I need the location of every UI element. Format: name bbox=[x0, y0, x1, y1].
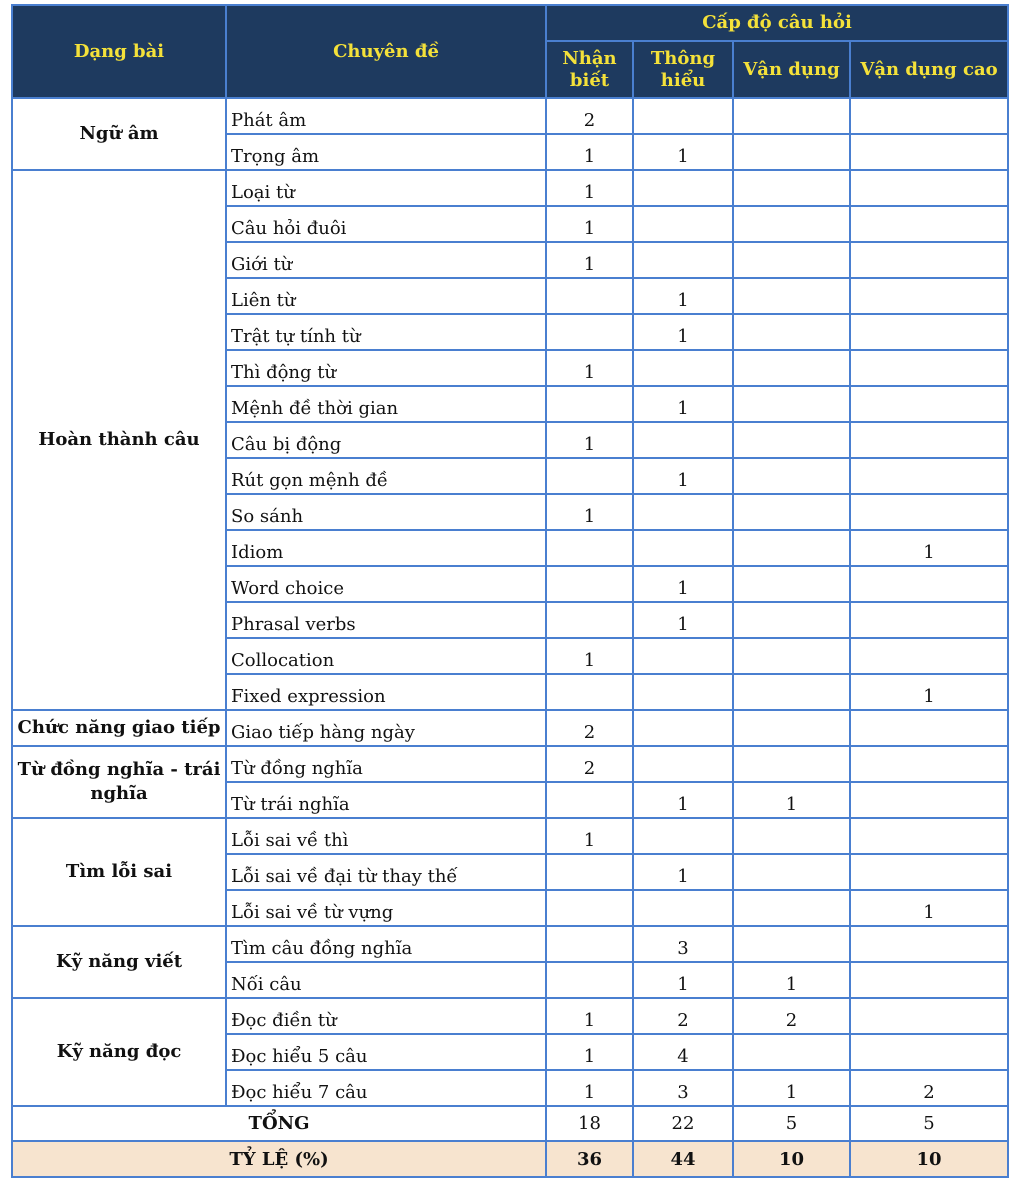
count-cell: 2 bbox=[850, 1070, 1008, 1106]
topic-cell: Mệnh đề thời gian bbox=[226, 386, 546, 422]
count-cell bbox=[546, 530, 633, 566]
count-cell: 1 bbox=[546, 1034, 633, 1070]
question-type-cell: Kỹ năng đọc bbox=[12, 998, 226, 1106]
count-cell bbox=[850, 494, 1008, 530]
count-cell bbox=[733, 566, 850, 602]
count-cell bbox=[850, 710, 1008, 746]
count-cell bbox=[850, 386, 1008, 422]
count-cell: 2 bbox=[733, 998, 850, 1034]
count-cell bbox=[733, 134, 850, 170]
topic-cell: Trọng âm bbox=[226, 134, 546, 170]
topic-cell: Lỗi sai về từ vựng bbox=[226, 890, 546, 926]
header-level-advanced-application: Vận dụng cao bbox=[850, 41, 1008, 98]
count-cell: 1 bbox=[633, 962, 733, 998]
topic-cell: Loại từ bbox=[226, 170, 546, 206]
topic-cell: Rút gọn mệnh đề bbox=[226, 458, 546, 494]
count-cell bbox=[546, 566, 633, 602]
count-cell bbox=[850, 98, 1008, 134]
topic-cell: So sánh bbox=[226, 494, 546, 530]
topic-cell: Giao tiếp hàng ngày bbox=[226, 710, 546, 746]
count-cell bbox=[850, 206, 1008, 242]
count-cell: 1 bbox=[633, 458, 733, 494]
header-question-type: Dạng bài bbox=[12, 5, 226, 98]
count-cell bbox=[546, 926, 633, 962]
count-cell: 1 bbox=[850, 530, 1008, 566]
count-cell: 1 bbox=[633, 278, 733, 314]
count-cell bbox=[850, 134, 1008, 170]
count-cell bbox=[546, 386, 633, 422]
topic-cell: Idiom bbox=[226, 530, 546, 566]
ratio-row bbox=[12, 1141, 1008, 1177]
count-cell: 1 bbox=[546, 494, 633, 530]
count-cell: 1 bbox=[546, 350, 633, 386]
total-row-value: 5 bbox=[850, 1106, 1008, 1141]
topic-cell: Word choice bbox=[226, 566, 546, 602]
count-cell bbox=[633, 98, 733, 134]
question-type-cell: Chức năng giao tiếp bbox=[12, 710, 226, 746]
count-cell bbox=[633, 710, 733, 746]
count-cell bbox=[733, 710, 850, 746]
count-cell bbox=[850, 998, 1008, 1034]
ratio-row-value: 10 bbox=[850, 1141, 1008, 1177]
ratio-row-value: 36 bbox=[546, 1141, 633, 1177]
total-row-label: TỔNG bbox=[12, 1106, 546, 1141]
topic-cell: Fixed expression bbox=[226, 674, 546, 710]
count-cell bbox=[733, 890, 850, 926]
count-cell bbox=[546, 674, 633, 710]
topic-cell: Đọc điền từ bbox=[226, 998, 546, 1034]
topic-cell: Phrasal verbs bbox=[226, 602, 546, 638]
table-header bbox=[12, 5, 1008, 98]
ratio-row-value: 44 bbox=[633, 1141, 733, 1177]
count-cell: 1 bbox=[850, 674, 1008, 710]
count-cell bbox=[633, 206, 733, 242]
topic-cell: Trật tự tính từ bbox=[226, 314, 546, 350]
count-cell: 1 bbox=[633, 566, 733, 602]
count-cell bbox=[733, 674, 850, 710]
count-cell bbox=[733, 278, 850, 314]
count-cell bbox=[633, 674, 733, 710]
topic-cell: Liên từ bbox=[226, 278, 546, 314]
topic-cell: Phát âm bbox=[226, 98, 546, 134]
table-row bbox=[12, 926, 1008, 962]
table-row bbox=[12, 98, 1008, 134]
topic-cell: Đọc hiểu 7 câu bbox=[226, 1070, 546, 1106]
count-cell bbox=[733, 1034, 850, 1070]
count-cell bbox=[633, 890, 733, 926]
question-type-cell: Kỹ năng viết bbox=[12, 926, 226, 998]
topic-cell: Collocation bbox=[226, 638, 546, 674]
table-row bbox=[12, 998, 1008, 1034]
count-cell: 1 bbox=[546, 1070, 633, 1106]
count-cell: 1 bbox=[633, 314, 733, 350]
count-cell: 1 bbox=[633, 782, 733, 818]
count-cell bbox=[850, 314, 1008, 350]
count-cell: 1 bbox=[633, 854, 733, 890]
count-cell bbox=[733, 422, 850, 458]
count-cell bbox=[850, 782, 1008, 818]
header-topic: Chuyên đề bbox=[226, 5, 546, 98]
question-type-cell: Tìm lỗi sai bbox=[12, 818, 226, 926]
count-cell bbox=[546, 278, 633, 314]
count-cell bbox=[633, 530, 733, 566]
count-cell: 1 bbox=[633, 134, 733, 170]
count-cell: 2 bbox=[546, 746, 633, 782]
count-cell: 2 bbox=[546, 710, 633, 746]
count-cell bbox=[733, 854, 850, 890]
count-cell bbox=[850, 422, 1008, 458]
count-cell bbox=[850, 1034, 1008, 1070]
header-question-level: Cấp độ câu hỏi bbox=[546, 5, 1008, 41]
count-cell bbox=[733, 530, 850, 566]
count-cell: 1 bbox=[546, 422, 633, 458]
count-cell bbox=[633, 350, 733, 386]
count-cell bbox=[733, 926, 850, 962]
count-cell bbox=[733, 638, 850, 674]
count-cell: 3 bbox=[633, 926, 733, 962]
table-row bbox=[12, 710, 1008, 746]
count-cell: 1 bbox=[546, 242, 633, 278]
header-level-comprehension: Thông hiểu bbox=[633, 41, 733, 98]
count-cell bbox=[633, 170, 733, 206]
count-cell: 3 bbox=[633, 1070, 733, 1106]
count-cell: 1 bbox=[546, 134, 633, 170]
table-row bbox=[12, 170, 1008, 206]
count-cell bbox=[850, 242, 1008, 278]
count-cell bbox=[850, 746, 1008, 782]
count-cell bbox=[850, 926, 1008, 962]
total-row-value: 5 bbox=[733, 1106, 850, 1141]
topic-cell: Tìm câu đồng nghĩa bbox=[226, 926, 546, 962]
count-cell bbox=[733, 602, 850, 638]
count-cell: 1 bbox=[733, 962, 850, 998]
question-type-cell: Từ đồng nghĩa - trái nghĩa bbox=[12, 746, 226, 818]
count-cell: 1 bbox=[546, 998, 633, 1034]
count-cell bbox=[733, 386, 850, 422]
header-level-recognition: Nhận biết bbox=[546, 41, 633, 98]
count-cell bbox=[733, 818, 850, 854]
topic-cell: Đọc hiểu 5 câu bbox=[226, 1034, 546, 1070]
question-matrix-table bbox=[11, 4, 1009, 1178]
count-cell bbox=[733, 746, 850, 782]
total-row bbox=[12, 1106, 1008, 1141]
topic-cell: Câu hỏi đuôi bbox=[226, 206, 546, 242]
count-cell bbox=[850, 854, 1008, 890]
count-cell bbox=[733, 98, 850, 134]
count-cell bbox=[850, 350, 1008, 386]
count-cell bbox=[850, 170, 1008, 206]
count-cell bbox=[633, 422, 733, 458]
count-cell: 1 bbox=[546, 818, 633, 854]
ratio-row-value: 10 bbox=[733, 1141, 850, 1177]
table-row bbox=[12, 818, 1008, 854]
count-cell bbox=[850, 458, 1008, 494]
topic-cell: Câu bị động bbox=[226, 422, 546, 458]
question-type-cell: Hoàn thành câu bbox=[12, 170, 226, 710]
count-cell bbox=[850, 818, 1008, 854]
count-cell: 1 bbox=[733, 1070, 850, 1106]
count-cell bbox=[633, 746, 733, 782]
count-cell bbox=[633, 638, 733, 674]
count-cell bbox=[733, 206, 850, 242]
count-cell bbox=[733, 242, 850, 278]
topic-cell: Thì động từ bbox=[226, 350, 546, 386]
ratio-row-label: TỶ LỆ (%) bbox=[12, 1141, 546, 1177]
count-cell: 1 bbox=[733, 782, 850, 818]
count-cell: 1 bbox=[850, 890, 1008, 926]
count-cell: 2 bbox=[546, 98, 633, 134]
topic-cell: Giới từ bbox=[226, 242, 546, 278]
count-cell bbox=[633, 242, 733, 278]
count-cell bbox=[633, 494, 733, 530]
topic-cell: Từ đồng nghĩa bbox=[226, 746, 546, 782]
count-cell bbox=[850, 566, 1008, 602]
count-cell bbox=[546, 782, 633, 818]
count-cell bbox=[733, 494, 850, 530]
count-cell bbox=[850, 602, 1008, 638]
question-type-cell: Ngữ âm bbox=[12, 98, 226, 170]
count-cell bbox=[546, 890, 633, 926]
count-cell bbox=[546, 314, 633, 350]
count-cell bbox=[733, 170, 850, 206]
topic-cell: Lỗi sai về đại từ thay thế bbox=[226, 854, 546, 890]
topic-cell: Lỗi sai về thì bbox=[226, 818, 546, 854]
count-cell bbox=[546, 602, 633, 638]
total-row-value: 18 bbox=[546, 1106, 633, 1141]
count-cell bbox=[733, 314, 850, 350]
count-cell: 1 bbox=[546, 638, 633, 674]
topic-cell: Nối câu bbox=[226, 962, 546, 998]
header-level-application: Vận dụng bbox=[733, 41, 850, 98]
table-row bbox=[12, 746, 1008, 782]
count-cell: 1 bbox=[633, 602, 733, 638]
count-cell bbox=[850, 638, 1008, 674]
count-cell bbox=[546, 962, 633, 998]
count-cell bbox=[850, 278, 1008, 314]
count-cell bbox=[733, 458, 850, 494]
count-cell bbox=[733, 350, 850, 386]
count-cell bbox=[850, 962, 1008, 998]
count-cell bbox=[633, 818, 733, 854]
total-row-value: 22 bbox=[633, 1106, 733, 1141]
count-cell: 1 bbox=[633, 386, 733, 422]
count-cell: 4 bbox=[633, 1034, 733, 1070]
count-cell bbox=[546, 458, 633, 494]
topic-cell: Từ trái nghĩa bbox=[226, 782, 546, 818]
count-cell: 2 bbox=[633, 998, 733, 1034]
count-cell: 1 bbox=[546, 206, 633, 242]
table-body bbox=[12, 98, 1008, 1177]
count-cell bbox=[546, 854, 633, 890]
count-cell: 1 bbox=[546, 170, 633, 206]
